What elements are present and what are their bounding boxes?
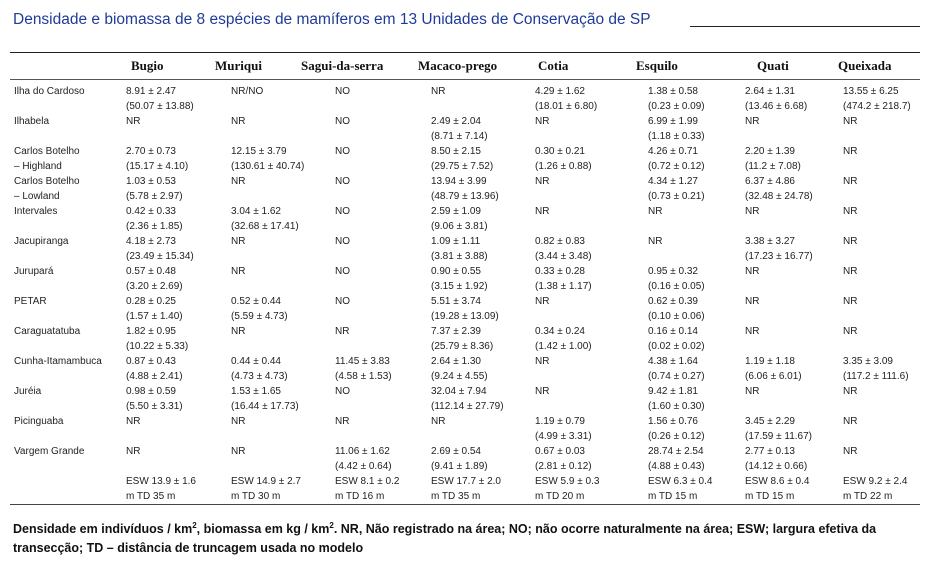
table-cell-value: ESW 17.7 ± 2.0 <box>431 476 501 487</box>
footnote-part-2: , biomassa em kg / km <box>196 522 330 537</box>
table-header-rule <box>10 79 920 80</box>
table-cell-subvalue: m TD 30 m <box>231 491 281 502</box>
table-cell-subvalue: (0.26 ± 0.12) <box>648 431 705 442</box>
table-cell-subvalue: (25.79 ± 8.36) <box>431 341 494 352</box>
table-cell-value: 3.04 ± 1.62 <box>231 206 281 217</box>
table-cell-value: NR <box>648 206 663 217</box>
table-cell-subvalue: (4.88 ± 2.41) <box>126 371 183 382</box>
table-cell-value: NR <box>745 116 760 127</box>
table-cell-value: NR <box>231 326 246 337</box>
table-cell-value: NR <box>231 116 246 127</box>
title-underline <box>690 26 920 27</box>
row-label: Ilhabela <box>14 116 50 127</box>
table-cell-value: NR <box>231 176 246 187</box>
table-cell-subvalue: (11.2 ± 7.08) <box>745 161 801 172</box>
table-cell-value: 2.70 ± 0.73 <box>126 146 176 157</box>
table-cell-value: ESW 8.6 ± 0.4 <box>745 476 810 487</box>
table-cell-subvalue: (4.99 ± 3.31) <box>535 431 592 442</box>
table-cell-value: NR <box>431 416 446 427</box>
table-cell-value: 4.18 ± 2.73 <box>126 236 176 247</box>
table-cell-subvalue: (0.10 ± 0.06) <box>648 311 705 322</box>
column-header: Macaco-prego <box>418 58 498 73</box>
table-cell-subvalue: (17.23 ± 16.77) <box>745 251 813 262</box>
table-cell-value: 11.45 ± 3.83 <box>335 356 390 367</box>
table-cell-subvalue: (3.44 ± 3.48) <box>535 251 592 262</box>
table-cell-value: 0.57 ± 0.48 <box>126 266 176 277</box>
table-cell-value: 1.82 ± 0.95 <box>126 326 176 337</box>
table-cell-value: NR <box>843 266 858 277</box>
table-cell-value: NR <box>126 116 141 127</box>
table-cell-value: NR <box>126 416 141 427</box>
column-header: Muriqui <box>215 58 262 73</box>
table-cell-value: 1.19 ± 1.18 <box>745 356 795 367</box>
column-header: Cotia <box>538 58 569 73</box>
table-cell-subvalue: (4.58 ± 1.53) <box>335 371 392 382</box>
table-cell-value: 0.62 ± 0.39 <box>648 296 698 307</box>
table-cell-subvalue: (0.02 ± 0.02) <box>648 341 705 352</box>
table-cell-subvalue: (1.57 ± 1.40) <box>126 311 183 322</box>
table-cell-value: 0.87 ± 0.43 <box>126 356 176 367</box>
table-cell-subvalue: (4.73 ± 4.73) <box>231 371 288 382</box>
table-footnote <box>13 516 923 558</box>
table-cell-value: 13.55 ± 6.25 <box>843 86 899 97</box>
table-cell-subvalue: (0.74 ± 0.27) <box>648 371 705 382</box>
table-cell-subvalue: (0.73 ± 0.21) <box>648 191 705 202</box>
table-cell-subvalue: (17.59 ± 11.67) <box>745 431 813 442</box>
table-cell-subvalue: (3.81 ± 3.88) <box>431 251 488 262</box>
table-cell-subvalue: (9.41 ± 1.89) <box>431 461 488 472</box>
table-cell-value: 0.82 ± 0.83 <box>535 236 585 247</box>
table-cell-value: NR <box>535 206 550 217</box>
row-label: Juréia <box>14 386 42 397</box>
table-cell-value: 0.34 ± 0.24 <box>535 326 585 337</box>
table-cell-subvalue: (4.42 ± 0.64) <box>335 461 392 472</box>
table-cell-value: NO <box>335 236 350 247</box>
table-cell-value: 1.09 ± 1.11 <box>431 236 481 247</box>
table-cell-value: 2.49 ± 2.04 <box>431 116 481 127</box>
table-cell-subvalue: (5.59 ± 4.73) <box>231 311 288 322</box>
table-cell-value: 2.59 ± 1.09 <box>431 206 481 217</box>
table-cell-subvalue: m TD 20 m <box>535 491 585 502</box>
table-cell-subvalue: (19.28 ± 13.09) <box>431 311 499 322</box>
table-cell-value: NO <box>335 116 350 127</box>
table-cell-subvalue: m TD 22 m <box>843 491 893 502</box>
table-cell-value: 0.33 ± 0.28 <box>535 266 585 277</box>
footnote-part-1: Densidade em indivíduos / km <box>13 522 193 537</box>
table-cell-value: 28.74 ± 2.54 <box>648 446 704 457</box>
table-cell-value: 0.42 ± 0.33 <box>126 206 176 217</box>
row-label: PETAR <box>14 296 47 307</box>
table-cell-value: NR <box>843 206 858 217</box>
column-header: Sagui-da-serra <box>301 58 384 73</box>
table-cell-value: NR <box>335 326 350 337</box>
table-cell-subvalue: (117.2 ± 111.6) <box>843 371 909 382</box>
table-cell-subvalue: (1.38 ± 1.17) <box>535 281 592 292</box>
table-cell-value: ESW 6.3 ± 0.4 <box>648 476 713 487</box>
table-cell-value: ESW 9.2 ± 2.4 <box>843 476 908 487</box>
table-cell-value: NR <box>843 116 858 127</box>
table-cell-value: NR <box>231 416 246 427</box>
table-cell-value: NR <box>745 206 760 217</box>
footnote-part-3: . NR, Não registrado na área; NO; não ocorre naturalmente na área; ESW; largura efetiva da transecção; TD – distância de truncagem usada no modelo <box>13 522 877 556</box>
table-cell-subvalue: (130.61 ± 40.74) <box>231 161 305 172</box>
table-cell-value: NR <box>126 446 141 457</box>
table-cell-value: 4.29 ± 1.62 <box>535 86 585 97</box>
table-cell-subvalue: (5.78 ± 2.97) <box>126 191 183 202</box>
table-cell-value: 8.91 ± 2.47 <box>126 86 176 97</box>
table-cell-subvalue: (14.12 ± 0.66) <box>745 461 808 472</box>
table-cell-value: 1.19 ± 0.79 <box>535 416 585 427</box>
table-cell-subvalue: (32.68 ± 17.41) <box>231 221 299 232</box>
table-cell-subvalue: (0.72 ± 0.12) <box>648 161 705 172</box>
table-cell-value: 2.64 ± 1.31 <box>745 86 795 97</box>
table-cell-value: NR <box>843 296 858 307</box>
table-cell-value: ESW 5.9 ± 0.3 <box>535 476 600 487</box>
table-cell-value: 2.64 ± 1.30 <box>431 356 481 367</box>
table-cell-value: NR <box>535 176 550 187</box>
table-cell-subvalue: (1.18 ± 0.33) <box>648 131 705 142</box>
table-cell-value: 0.67 ± 0.03 <box>535 446 585 457</box>
column-header: Bugio <box>131 58 164 73</box>
column-header: Quati <box>757 58 789 73</box>
table-cell-value: 6.99 ± 1.99 <box>648 116 698 127</box>
row-label: Jurupará <box>14 266 54 277</box>
footnote-sup-1: 2 <box>192 521 197 530</box>
table-cell-value: NR <box>231 266 246 277</box>
table-cell-value: 1.38 ± 0.58 <box>648 86 698 97</box>
table-cell-subvalue: (474.2 ± 218.7) <box>843 101 911 112</box>
table-cell-subvalue: (6.06 ± 6.01) <box>745 371 802 382</box>
table-cell-subvalue: (112.14 ± 27.79) <box>431 401 504 412</box>
table-cell-subvalue: (16.44 ± 17.73) <box>231 401 299 412</box>
table-cell-value: NR <box>843 446 858 457</box>
table-cell-value: NR <box>648 236 663 247</box>
table-cell-value: NR <box>535 386 550 397</box>
row-label: – Highland <box>14 161 62 172</box>
table-cell-value: 0.44 ± 0.44 <box>231 356 281 367</box>
table-cell-value: 1.53 ± 1.65 <box>231 386 281 397</box>
table-cell-value: 2.69 ± 0.54 <box>431 446 481 457</box>
table-cell-value: NR <box>535 116 550 127</box>
table-cell-value: 3.35 ± 3.09 <box>843 356 893 367</box>
row-label: Picinguaba <box>14 416 64 427</box>
table-cell-value: 2.77 ± 0.13 <box>745 446 795 457</box>
table-cell-subvalue: m TD 15 m <box>745 491 795 502</box>
table-cell-subvalue: (1.26 ± 0.88) <box>535 161 592 172</box>
table-cell-value: NR <box>843 326 858 337</box>
table-cell-value: NR <box>431 86 446 97</box>
row-label: – Lowland <box>14 191 60 202</box>
table-cell-value: NR/NO <box>231 86 264 97</box>
table-cell-subvalue: (13.46 ± 6.68) <box>745 101 808 112</box>
table-cell-value: 0.90 ± 0.55 <box>431 266 481 277</box>
table-cell-value: NR <box>335 416 350 427</box>
table-cell-value: 0.30 ± 0.21 <box>535 146 585 157</box>
table-cell-subvalue: (9.24 ± 4.55) <box>431 371 488 382</box>
table-cell-subvalue: m TD 15 m <box>648 491 698 502</box>
table-cell-value: NR <box>745 386 760 397</box>
table-cell-value: 0.95 ± 0.32 <box>648 266 698 277</box>
table-cell-subvalue: (1.42 ± 1.00) <box>535 341 592 352</box>
table-cell-subvalue: (2.36 ± 1.85) <box>126 221 183 232</box>
column-header: Queixada <box>838 58 892 73</box>
table-cell-value: 0.16 ± 0.14 <box>648 326 698 337</box>
table-cell-subvalue: (48.79 ± 13.96) <box>431 191 499 202</box>
table-cell-value: 5.51 ± 3.74 <box>431 296 481 307</box>
table-cell-value: NR <box>843 176 858 187</box>
table-cell-value: 0.28 ± 0.25 <box>126 296 176 307</box>
table-cell-value: 7.37 ± 2.39 <box>431 326 481 337</box>
table-cell-subvalue: m TD 35 m <box>431 491 481 502</box>
table-bottom-rule <box>10 504 920 505</box>
table-cell-value: 3.45 ± 2.29 <box>745 416 795 427</box>
table-cell-value: 11.06 ± 1.62 <box>335 446 390 457</box>
row-label: Carlos Botelho <box>14 146 80 157</box>
row-label: Intervales <box>14 206 58 217</box>
table-top-rule <box>10 52 920 53</box>
table-cell-value: ESW 13.9 ± 1.6 <box>126 476 196 487</box>
table-cell-value: ESW 14.9 ± 2.7 <box>231 476 301 487</box>
table-cell-value: NR <box>843 416 858 427</box>
table-cell-subvalue: (5.50 ± 3.31) <box>126 401 183 412</box>
table-cell-subvalue: (0.16 ± 0.05) <box>648 281 705 292</box>
table-cell-value: 1.03 ± 0.53 <box>126 176 176 187</box>
table-cell-subvalue: (18.01 ± 6.80) <box>535 101 598 112</box>
table-cell-value: NR <box>231 446 246 457</box>
table-cell-value: NO <box>335 206 350 217</box>
table-cell-subvalue: (29.75 ± 7.52) <box>431 161 494 172</box>
table-cell-value: 0.98 ± 0.59 <box>126 386 176 397</box>
row-label: Vargem Grande <box>14 446 85 457</box>
row-label: Caraguatatuba <box>14 326 81 337</box>
table-cell-value: 4.34 ± 1.27 <box>648 176 698 187</box>
table-cell-value: NR <box>231 236 246 247</box>
table-cell-value: NO <box>335 176 350 187</box>
table-cell-value: NR <box>843 146 858 157</box>
table-cell-value: 2.20 ± 1.39 <box>745 146 795 157</box>
table-cell-subvalue: (3.20 ± 2.69) <box>126 281 183 292</box>
table-cell-subvalue: m TD 16 m <box>335 491 385 502</box>
table-cell-subvalue: (10.22 ± 5.33) <box>126 341 189 352</box>
table-cell-value: 12.15 ± 3.79 <box>231 146 287 157</box>
table-cell-value: NO <box>335 266 350 277</box>
table-cell-value: 32.04 ± 7.94 <box>431 386 487 397</box>
table-cell-value: NR <box>843 236 858 247</box>
table-cell-value: NO <box>335 86 350 97</box>
table-cell-value: 6.37 ± 4.86 <box>745 176 795 187</box>
column-header: Esquilo <box>636 58 678 73</box>
table-cell-subvalue: (32.48 ± 24.78) <box>745 191 813 202</box>
table-cell-subvalue: (9.06 ± 3.81) <box>431 221 488 232</box>
table-cell-subvalue: (0.23 ± 0.09) <box>648 101 705 112</box>
table-cell-value: ESW 8.1 ± 0.2 <box>335 476 400 487</box>
table-cell-subvalue: (1.60 ± 0.30) <box>648 401 705 412</box>
table-cell-value: 0.52 ± 0.44 <box>231 296 281 307</box>
table-cell-value: 3.38 ± 3.27 <box>745 236 795 247</box>
table-cell-subvalue: m TD 35 m <box>126 491 176 502</box>
table-cell-value: NR <box>745 266 760 277</box>
row-label: Carlos Botelho <box>14 176 80 187</box>
table-cell-value: NR <box>843 386 858 397</box>
table-cell-value: 9.42 ± 1.81 <box>648 386 698 397</box>
table-cell-value: 8.50 ± 2.15 <box>431 146 481 157</box>
row-label: Jacupiranga <box>14 236 69 247</box>
footnote-sup-2: 2 <box>329 521 334 530</box>
table-cell-value: NO <box>335 146 350 157</box>
row-label: Cunha-Itamambuca <box>14 356 102 367</box>
table-cell-subvalue: (2.81 ± 0.12) <box>535 461 592 472</box>
table-cell-subvalue: (3.15 ± 1.92) <box>431 281 488 292</box>
table-cell-value: NR <box>745 296 760 307</box>
table-cell-value: NR <box>745 326 760 337</box>
table-cell-value: NR <box>535 356 550 367</box>
table-cell-subvalue: (4.88 ± 0.43) <box>648 461 705 472</box>
table-cell-subvalue: (23.49 ± 15.34) <box>126 251 194 262</box>
table-cell-subvalue: (8.71 ± 7.14) <box>431 131 488 142</box>
table-cell-value: NO <box>335 296 350 307</box>
table-cell-value: NO <box>335 386 350 397</box>
table-cell-value: 1.56 ± 0.76 <box>648 416 698 427</box>
page-title: Densidade e biomassa de 8 espécies de mamíferos em 13 Unidades de Conservação de SP <box>13 11 651 28</box>
table-cell-subvalue: (15.17 ± 4.10) <box>126 161 189 172</box>
table-cell-value: 4.26 ± 0.71 <box>648 146 698 157</box>
row-label: Ilha do Cardoso <box>14 86 85 97</box>
table-cell-value: 13.94 ± 3.99 <box>431 176 487 187</box>
table-cell-value: 4.38 ± 1.64 <box>648 356 698 367</box>
table-cell-subvalue: (50.07 ± 13.88) <box>126 101 194 112</box>
table-cell-value: NR <box>535 296 550 307</box>
